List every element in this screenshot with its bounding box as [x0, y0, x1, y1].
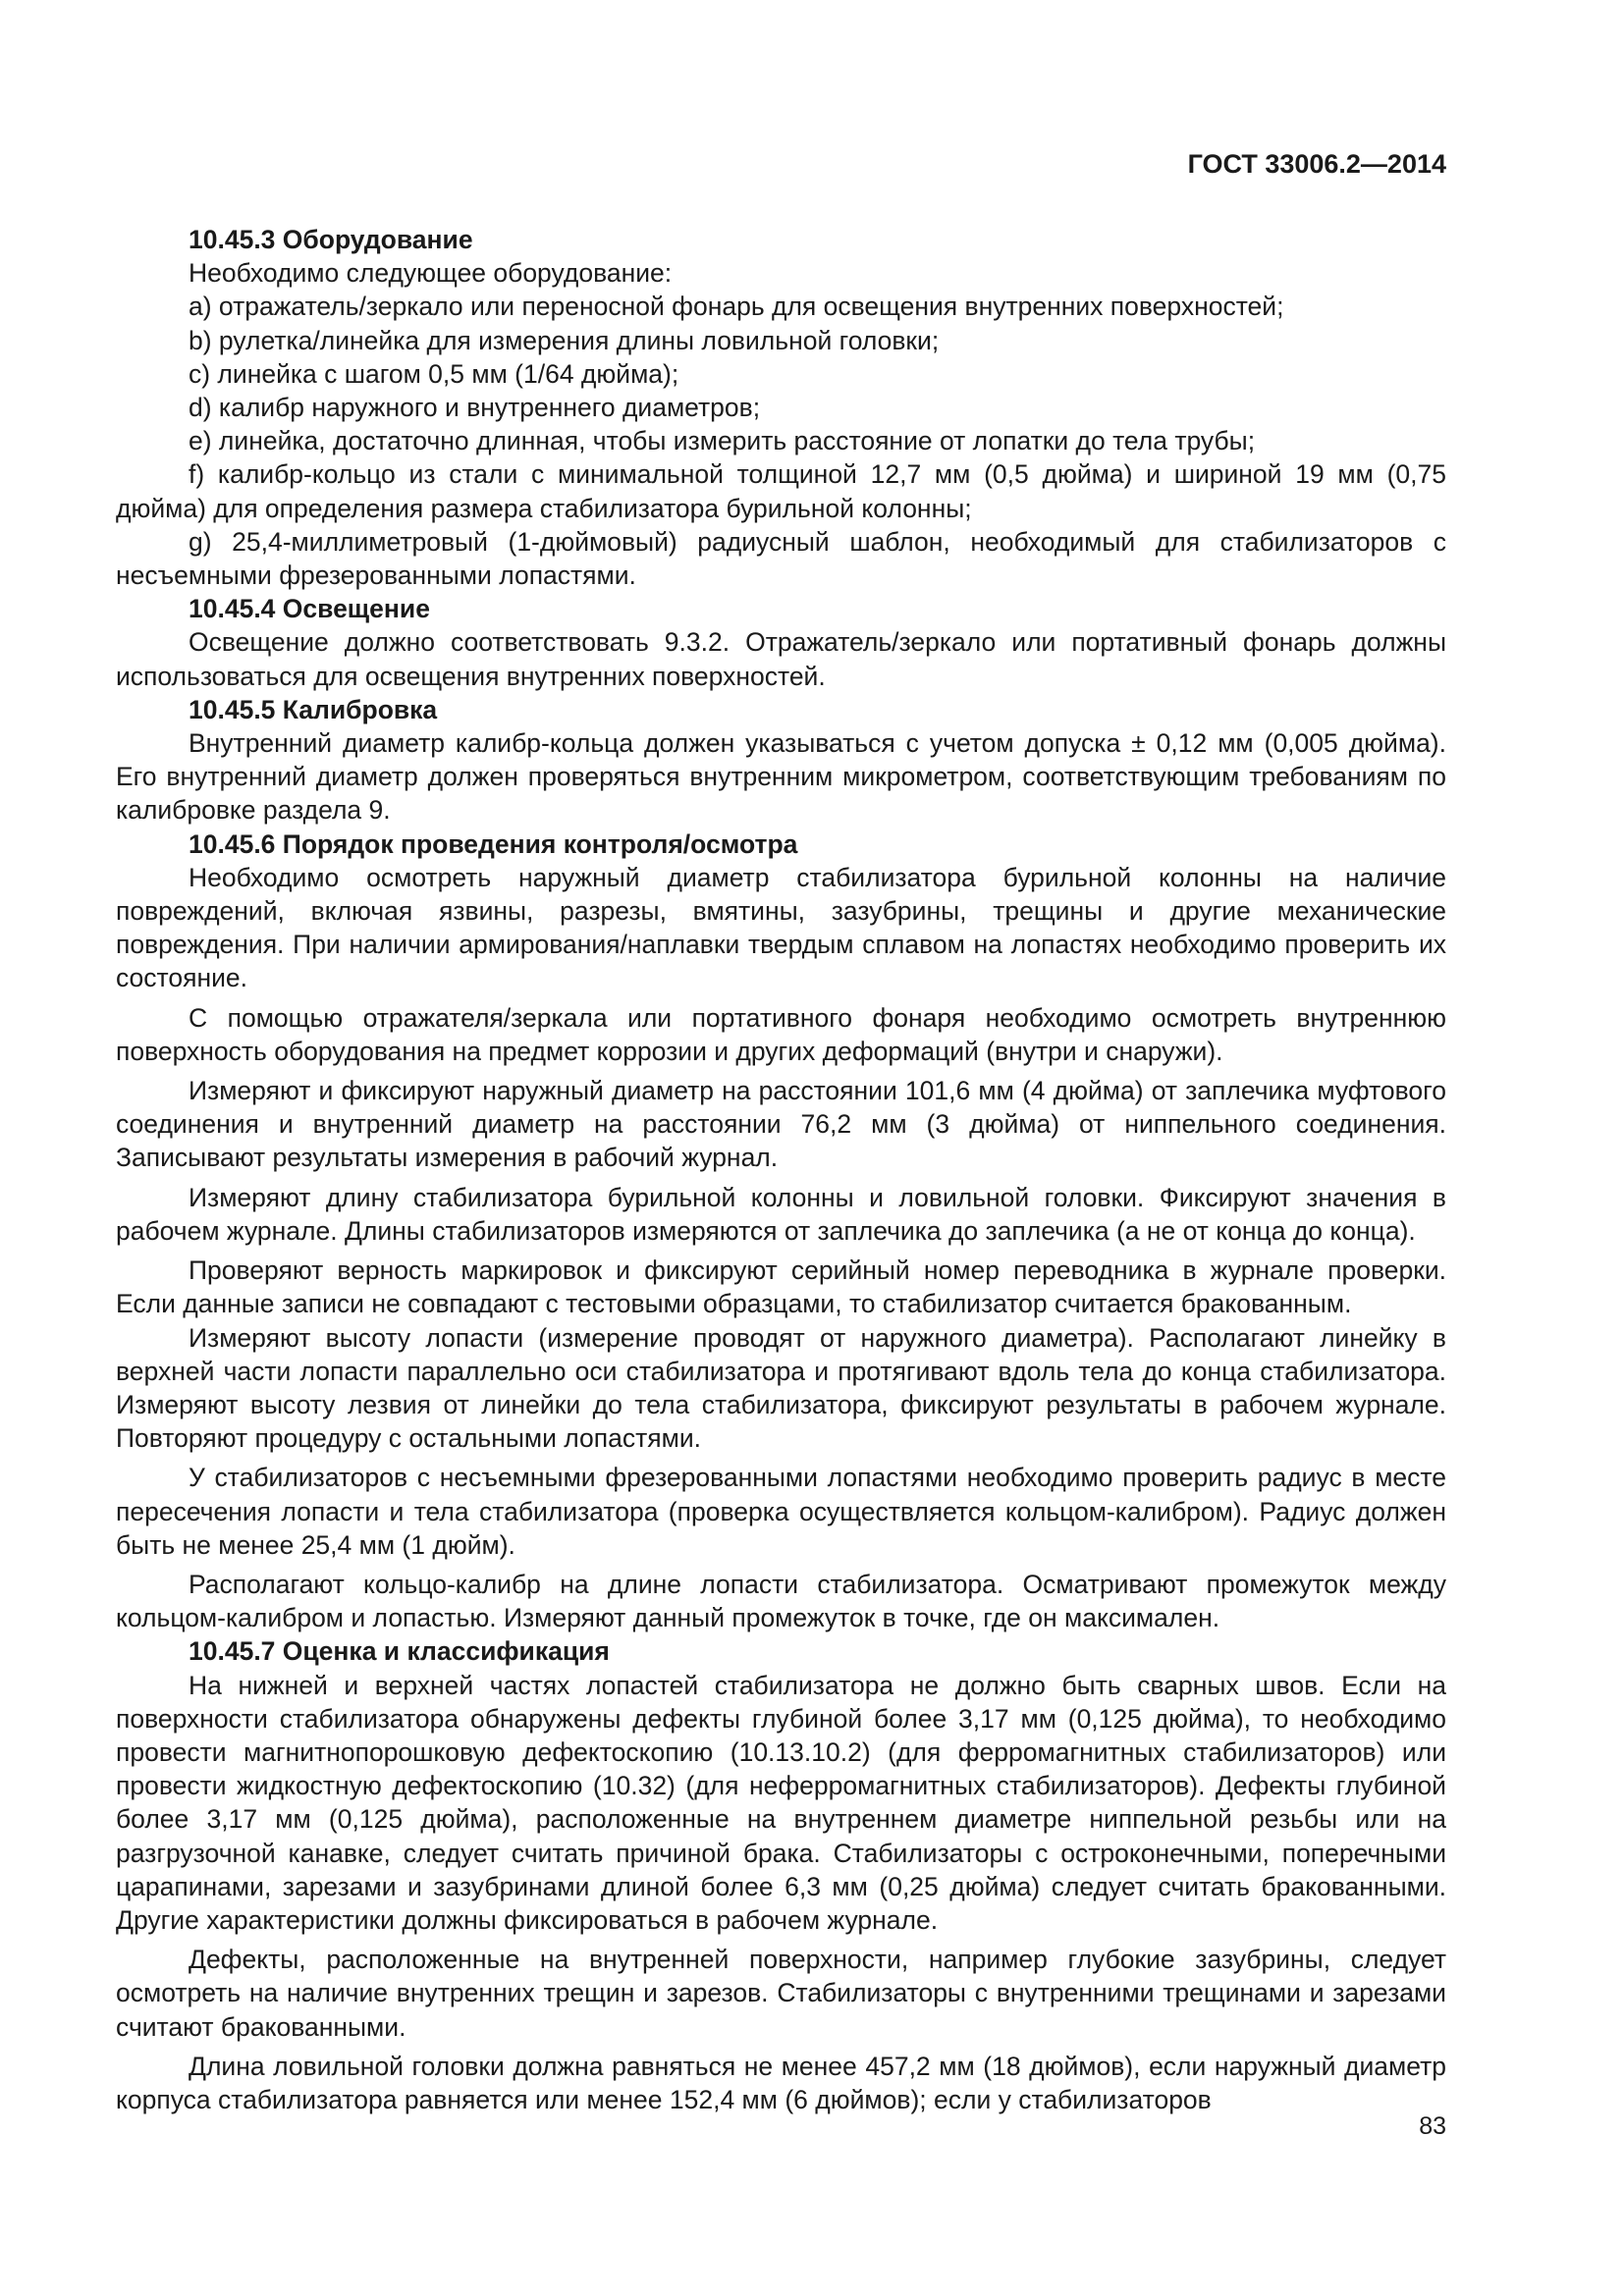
section-heading: 10.45.5 Калибровка [189, 694, 438, 724]
paragraph: Измеряют высоту лопасти (измерение проводят от наружного диаметра). Располагают линейку в верхней части лопасти параллельно оси стабилизатора и протягивают вдоль тела до конца стабилизатора. Измеряют высоту лезвия от линейки до тела стабилизатора, фиксируют результаты в рабочем журнале. Повторяют процедуру с остальными лопастями. [116, 1322, 1446, 1454]
section-heading: 10.45.4 Освещение [189, 594, 430, 624]
paragraph: На нижней и верхней частях лопастей стабилизатора не должно быть сварных швов. Если на поверхности стабилизатора обнаружены дефекты глубиной более 3,17 мм (0,125 дюйма), то необходимо провести магнитнопорошковую дефектоскопию (10.13.10.2) (для ферромагнитных стабилизаторов) или провести жидкостную дефектоскопию (10.32) (для неферромагнитных стабилизаторов). Дефекты глубиной более 3,17 мм (0,125 дюйма), расположенные на внутреннем диаметре ниппельной резьбы или на разгрузочной канавке, следует считать причиной брака. Стабилизаторы с остроконечными, поперечными царапинами, зарезами и зазубринами длиной более 6,3 мм (0,25 дюйма) следует считать бракованными. Другие характеристики должны фиксироваться в рабочем журнале. [116, 1670, 1446, 1935]
paragraph: Внутренний диаметр калибр-кольца должен указываться с учетом допуска ± 0,12 мм (0,005 дюйма). Его внутренний диаметр должен проверяться внутренним микрометром, соответствующим требованиям по калибровке раздела 9. [116, 728, 1446, 826]
list-item: g) 25,4-миллиметровый (1-дюймовый) радиусный шаблон, необходимый для стабилизаторов с несъемными фрезерованными лопастями. [116, 526, 1446, 591]
document-code: ГОСТ 33006.2—2014 [1187, 149, 1446, 179]
paragraph: Длина ловильной головки должна равняться не менее 457,2 мм (18 дюймов), если наружный диаметр корпуса стабилизатора равняется или менее 152,4 мм (6 дюймов); если у стабилизаторов [116, 2051, 1446, 2114]
list-item: e) линейка, достаточно длинная, чтобы измерить расстояние от лопатки до тела трубы; [189, 426, 1256, 456]
page-number: 83 [1419, 2112, 1446, 2140]
paragraph: Измеряют и фиксируют наружный диаметр на расстоянии 101,6 мм (4 дюйма) от заплечика муфтового соединения и внутренний диаметр на расстоянии 76,2 мм (3 дюйма) от ниппельного соединения. Записывают результаты измерения в рабочий журнал. [116, 1076, 1446, 1173]
paragraph: Измеряют длину стабилизатора бурильной колонны и ловильной головки. Фиксируют значения в рабочем журнале. Длины стабилизаторов измеряются от заплечика до заплечика (а не от конца до конца). [116, 1182, 1446, 1246]
paragraph: Располагают кольцо-калибр на длине лопасти стабилизатора. Осматривают промежуток между кольцом-калибром и лопастью. Измеряют данный промежуток в точке, где он максимален. [116, 1569, 1446, 1633]
section-heading: 10.45.6 Порядок проведения контроля/осмотра [189, 828, 798, 859]
paragraph: Необходимо следующее оборудование: [189, 258, 673, 289]
paragraph: У стабилизаторов с несъемными фрезерованными лопастями необходимо проверить радиус в месте пересечения лопасти и тела стабилизатора (проверка осуществляется кольцом-калибром). Радиус должен быть не менее 25,4 мм (1 дюйм). [116, 1463, 1446, 1560]
list-item: a) отражатель/зеркало или переносной фонарь для освещения внутренних поверхностей; [189, 292, 1284, 322]
paragraph: Проверяют верность маркировок и фиксируют серийный номер переводника в журнале проверки. Если данные записи не совпадают с тестовыми образцами, то стабилизатор считается бракованным. [116, 1255, 1446, 1319]
list-item: b) рулетка/линейка для измерения длины ловильной головки; [189, 325, 940, 355]
list-item: f) калибр-кольцо из стали с минимальной толщиной 12,7 мм (0,5 дюйма) и шириной 19 мм (0,75 дюйма) для определения размера стабилизатора бурильной колонны; [116, 459, 1446, 523]
list-item: c) линейка с шагом 0,5 мм (1/64 дюйма); [189, 358, 679, 389]
section-heading: 10.45.3 Оборудование [189, 225, 473, 254]
paragraph: С помощью отражателя/зеркала или портативного фонаря необходимо осмотреть внутреннюю поверхность оборудования на предмет коррозии и других деформаций (внутри и снаружи). [116, 1002, 1446, 1066]
paragraph: Дефекты, расположенные на внутренней поверхности, например глубокие зазубрины, следует осмотреть на наличие внутренних трещин и зарезов. Стабилизаторы с внутренними трещинами и зарезами считают бракованными. [116, 1945, 1446, 2042]
paragraph: Необходимо осмотреть наружный диаметр стабилизатора бурильной колонны на наличие повреждений, включая язвины, разрезы, вмятины, зазубрины, трещины и другие механические повреждения. При наличии армирования/наплавки твердым сплавом на лопастях необходимо проверить их состояние. [116, 862, 1446, 993]
paragraph: Освещение должно соответствовать 9.3.2. Отражатель/зеркало или портативный фонарь должны использоваться для освещения внутренних поверхностей. [116, 627, 1446, 691]
document-body [116, 223, 1446, 2116]
list-item: d) калибр наружного и внутреннего диаметров; [189, 393, 761, 423]
section-heading: 10.45.7 Оценка и классификация [189, 1636, 610, 1667]
